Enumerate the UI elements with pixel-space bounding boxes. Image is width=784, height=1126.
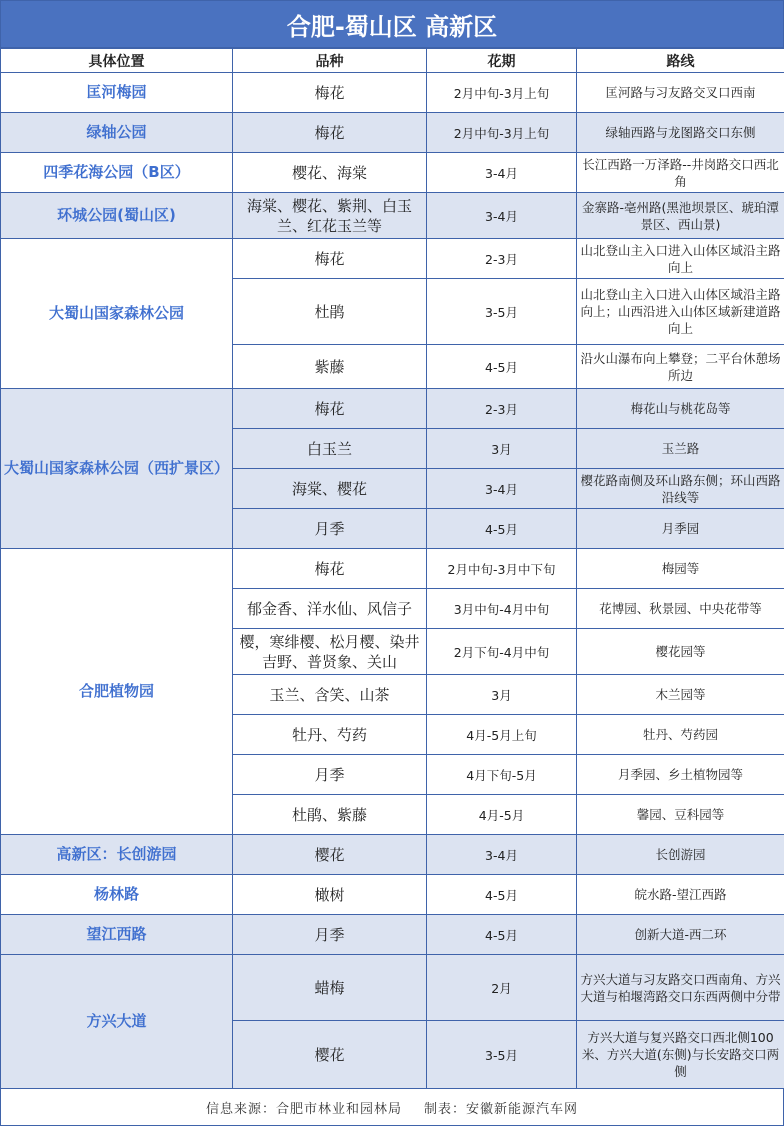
table-row [1, 915, 784, 955]
variety-cell: 海棠、樱花、紫荆、白玉兰、红花玉兰等 [233, 193, 427, 239]
route-cell: 木兰园等 [577, 675, 784, 715]
variety-cell: 杜鹃 [233, 279, 427, 345]
table-row [1, 193, 784, 239]
table-row [1, 875, 784, 915]
location-cell: 环城公园(蜀山区) [1, 193, 233, 239]
header-location: 具体位置 [1, 49, 233, 73]
variety-cell: 郁金香、洋水仙、风信子 [233, 589, 427, 629]
period-cell: 2月中旬-3月上旬 [427, 73, 577, 113]
period-cell: 2月中旬-3月中下旬 [427, 549, 577, 589]
route-cell: 山北登山主入口进入山体区域沿主路向上；山西沿进入山体区域新建道路向上 [577, 279, 784, 345]
location-cell: 四季花海公园（B区） [1, 153, 233, 193]
route-cell: 方兴大道与复兴路交口西北侧100米、方兴大道(东侧)与长安路交口两侧 [577, 1021, 784, 1089]
period-cell: 3-5月 [427, 1021, 577, 1089]
period-cell: 4月-5月上旬 [427, 715, 577, 755]
route-cell: 玉兰路 [577, 429, 784, 469]
variety-cell: 梅花 [233, 73, 427, 113]
header-period: 花期 [427, 49, 577, 73]
route-cell: 樱花园等 [577, 629, 784, 675]
location-cell: 大蜀山国家森林公园（西扩景区） [1, 389, 233, 549]
variety-cell: 月季 [233, 755, 427, 795]
period-cell: 4月-5月 [427, 795, 577, 835]
header-route: 路线 [577, 49, 784, 73]
footer [0, 1088, 784, 1126]
period-cell: 3月 [427, 675, 577, 715]
table-row [1, 153, 784, 193]
table-row [1, 113, 784, 153]
flower-table [0, 48, 784, 1089]
route-cell: 樱花路南侧及环山路东侧；环山西路沿线等 [577, 469, 784, 509]
variety-cell: 玉兰、含笑、山茶 [233, 675, 427, 715]
route-cell: 长创游园 [577, 835, 784, 875]
variety-cell: 樱花 [233, 1021, 427, 1089]
period-cell: 4-5月 [427, 509, 577, 549]
table-row [1, 73, 784, 113]
route-cell: 沿火山瀑布向上攀登；二平台休憩场所边 [577, 345, 784, 389]
location-cell: 大蜀山国家森林公园 [1, 239, 233, 389]
period-cell: 3月 [427, 429, 577, 469]
period-cell: 2-3月 [427, 389, 577, 429]
footer-maker: 制表：安徽新能源汽车网 [424, 1101, 579, 1117]
period-cell: 4-5月 [427, 915, 577, 955]
route-cell: 匡河路与习友路交叉口西南 [577, 73, 784, 113]
variety-cell: 梅花 [233, 389, 427, 429]
table-row [1, 955, 784, 1021]
variety-cell: 月季 [233, 915, 427, 955]
variety-cell: 牡丹、芍药 [233, 715, 427, 755]
table-row [1, 389, 784, 429]
variety-cell: 月季 [233, 509, 427, 549]
location-cell: 方兴大道 [1, 955, 233, 1089]
variety-cell: 橄树 [233, 875, 427, 915]
period-cell: 4-5月 [427, 875, 577, 915]
location-cell: 高新区：长创游园 [1, 835, 233, 875]
period-cell: 2-3月 [427, 239, 577, 279]
route-cell: 馨园、豆科园等 [577, 795, 784, 835]
period-cell: 3-5月 [427, 279, 577, 345]
route-cell: 月季园 [577, 509, 784, 549]
route-cell: 月季园、乡土植物园等 [577, 755, 784, 795]
variety-cell: 梅花 [233, 239, 427, 279]
period-cell: 3-4月 [427, 153, 577, 193]
period-cell: 2月 [427, 955, 577, 1021]
table-header-row [1, 49, 784, 73]
period-cell: 4月下旬-5月 [427, 755, 577, 795]
period-cell: 2月下旬-4月中旬 [427, 629, 577, 675]
location-cell: 杨林路 [1, 875, 233, 915]
variety-cell: 樱花、海棠 [233, 153, 427, 193]
period-cell: 3-4月 [427, 469, 577, 509]
location-cell: 匡河梅园 [1, 73, 233, 113]
location-cell: 望江西路 [1, 915, 233, 955]
variety-cell: 白玉兰 [233, 429, 427, 469]
route-cell: 牡丹、芍药园 [577, 715, 784, 755]
variety-cell: 梅花 [233, 113, 427, 153]
route-cell: 山北登山主入口进入山体区域沿主路向上 [577, 239, 784, 279]
route-cell: 方兴大道与习友路交口西南角、方兴大道与柏堰湾路交口东西两侧中分带 [577, 955, 784, 1021]
route-cell: 皖水路-望江西路 [577, 875, 784, 915]
location-cell: 合肥植物园 [1, 549, 233, 835]
page-title: 合肥-蜀山区 高新区 [0, 0, 784, 48]
period-cell: 3-4月 [427, 835, 577, 875]
route-cell: 梅花山与桃花岛等 [577, 389, 784, 429]
location-cell: 绿轴公园 [1, 113, 233, 153]
period-cell: 3-4月 [427, 193, 577, 239]
table-row [1, 835, 784, 875]
table-row [1, 549, 784, 589]
footer-source: 信息来源：合肥市林业和园林局 [205, 1101, 402, 1117]
table-row [1, 239, 784, 279]
route-cell: 绿轴西路与龙图路交口东侧 [577, 113, 784, 153]
header-variety: 品种 [233, 49, 427, 73]
variety-cell: 樱花 [233, 835, 427, 875]
route-cell: 花博园、秋景园、中央花带等 [577, 589, 784, 629]
period-cell: 3月中旬-4月中旬 [427, 589, 577, 629]
variety-cell: 梅花 [233, 549, 427, 589]
variety-cell: 紫藤 [233, 345, 427, 389]
variety-cell: 杜鹃、紫藤 [233, 795, 427, 835]
variety-cell: 蜡梅 [233, 955, 427, 1021]
period-cell: 4-5月 [427, 345, 577, 389]
route-cell: 梅园等 [577, 549, 784, 589]
route-cell: 金寨路-亳州路(黑池坝景区、琥珀潭景区、西山景) [577, 193, 784, 239]
route-cell: 创新大道-西二环 [577, 915, 784, 955]
period-cell: 2月中旬-3月上旬 [427, 113, 577, 153]
variety-cell: 海棠、樱花 [233, 469, 427, 509]
route-cell: 长江西路一万泽路--井岗路交口西北角 [577, 153, 784, 193]
variety-cell: 樱，寒绯樱、松月樱、染井吉野、普贤象、关山 [233, 629, 427, 675]
